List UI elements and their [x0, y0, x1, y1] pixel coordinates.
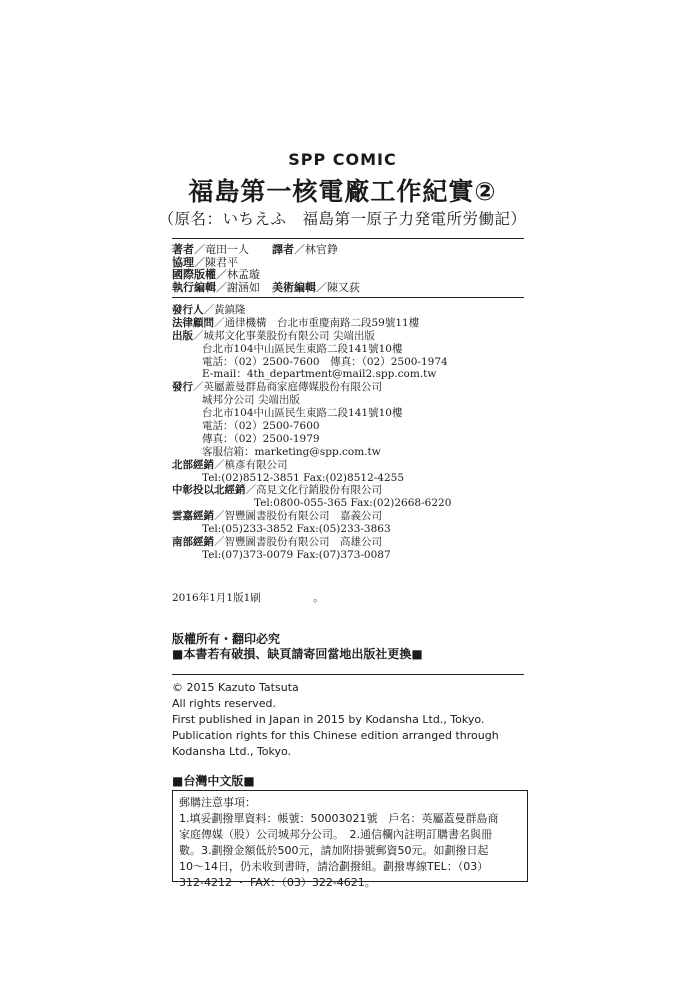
- publisher-row: [172, 381, 532, 394]
- publisher-value: ／智豐圖書股份有限公司 高雄公司: [214, 536, 382, 549]
- publisher-value: Tel:(07)373-0079 Fax:(07)373-0087: [202, 548, 391, 561]
- publisher-value: 電話：（02）2500-7600 傳真：（02）2500-1974: [202, 355, 448, 368]
- mail-order-heading: 郵購注意事項：: [179, 796, 256, 809]
- edition-line: 2016年1月1版1刷 。: [172, 592, 324, 604]
- publisher-row: [172, 407, 532, 420]
- copyright-line: All rights reserved.: [172, 697, 277, 710]
- credit-row: [172, 282, 524, 295]
- publisher-label: 法律顧問: [172, 316, 214, 329]
- publisher-row: [172, 446, 532, 459]
- publisher-value: E-mail：4th_department@mail2.spp.com.tw: [202, 368, 437, 381]
- mail-order-box: [172, 790, 528, 889]
- publisher-row: [172, 484, 532, 497]
- divider-middle: [172, 297, 524, 298]
- publisher-row: [172, 472, 532, 485]
- divider-copyright: [172, 674, 524, 675]
- publisher-row: [172, 459, 532, 472]
- credit-label: 國際版權: [172, 268, 216, 281]
- rights-block: [172, 632, 423, 662]
- publisher-row: [172, 356, 532, 369]
- credit-label: 協理: [172, 255, 194, 269]
- publisher-value: ／通律機構 台北市重慶南路二段59號11樓: [214, 316, 420, 329]
- publisher-row: [172, 368, 532, 381]
- publisher-value: ／高見文化行銷股份有限公司: [245, 484, 382, 497]
- divider-top: [172, 238, 524, 239]
- publisher-value: 客服信箱：marketing@spp.com.tw: [202, 445, 381, 458]
- credit-label: 著者: [172, 243, 194, 256]
- publisher-value: 電話：（02）2500-7600: [202, 420, 320, 433]
- publisher-row: [172, 394, 532, 407]
- publisher-row: [172, 510, 532, 523]
- publisher-value: ／城邦文化事業股份有限公司 尖端出版: [193, 329, 375, 342]
- publisher-row: [172, 343, 532, 356]
- credit-value: ／陳又荻: [316, 280, 360, 294]
- publisher-row: [172, 523, 532, 536]
- publisher-value: ／黃鎮隆: [203, 304, 246, 316]
- publisher-value: 傳真：（02）2500-1979: [202, 432, 320, 445]
- publisher-value: Tel:(05)233-3852 Fax:(05)233-3863: [202, 523, 391, 536]
- publisher-label: 發行: [172, 381, 193, 394]
- credit-value: ／竜田一人: [194, 243, 249, 256]
- publisher-block: [172, 304, 532, 562]
- copyright-line: First published in Japan in 2015 by Kodansha Ltd., Tokyo.: [172, 713, 485, 726]
- copyright-block: [172, 680, 499, 760]
- publisher-row: [172, 497, 532, 510]
- credit-value: ／謝涵如: [216, 280, 260, 294]
- publisher-row: [172, 549, 532, 562]
- credit-label: 執行編輯: [172, 280, 216, 294]
- mail-order-line: 數。3.劃撥金額低於500元，請加附掛號郵資50元。如劃撥日起: [179, 844, 489, 857]
- publisher-value: 城邦分公司 尖端出版: [202, 394, 300, 407]
- credit-label: 美術編輯: [272, 280, 316, 294]
- rights-reserved: 版權所有・翻印必究: [172, 632, 281, 646]
- series-name: SPP COMIC: [288, 150, 397, 169]
- copyright-line: Publication rights for this Chinese edition arranged through: [172, 729, 499, 742]
- publisher-row: [172, 433, 532, 446]
- publisher-value: 台北市104中山區民生東路二段141號10樓: [202, 407, 403, 420]
- publisher-label: 北部經銷: [172, 458, 214, 471]
- publisher-row: [172, 420, 532, 433]
- publisher-row: [172, 304, 532, 317]
- publisher-value: ／智豐圖書股份有限公司 嘉義公司: [214, 510, 382, 523]
- mail-order-line: 1.填妥劃撥單資料：帳號：50003021號 戶名：英屬蓋曼群島商: [179, 812, 499, 825]
- copyright-line: © 2015 Kazuto Tatsuta: [172, 681, 299, 694]
- publisher-label: 中彰投以北經銷: [172, 484, 246, 497]
- mail-order-line: 家庭傳媒（股）公司城邦分公司。 2.通信欄內註明訂購書名與冊: [179, 828, 492, 841]
- publisher-value: ／英屬蓋曼群島商家庭傳媒股份有限公司: [193, 381, 382, 394]
- publisher-label: 南部經銷: [172, 536, 214, 549]
- mail-order-line: 10～14日，仍未收到書時，請洽劃撥組。劃撥專線TEL：（03）: [179, 860, 489, 873]
- publisher-label: 雲嘉經銷: [172, 510, 214, 523]
- taiwan-edition-label: ■台灣中文版■: [172, 774, 255, 788]
- publisher-label: 出版: [172, 329, 193, 342]
- credits-block: [172, 244, 524, 294]
- replacement-notice: ■本書若有破損、缺頁請寄回當地出版社更換■: [172, 647, 423, 661]
- mail-order-line: 312-4212 ・ FAX：（03）322-4621。: [179, 876, 376, 889]
- book-title: 福島第一核電廠工作紀實②: [188, 177, 497, 206]
- publisher-value: 台北市104中山區民生東路二段141號10樓: [202, 342, 403, 355]
- credit-value: ／陳君平: [194, 255, 238, 269]
- credit-value: ／林官錚: [294, 243, 338, 256]
- credit-value: ／林孟璇: [216, 268, 260, 281]
- publisher-value: Tel:0800-055-365 Fax:(02)2668-6220: [254, 497, 452, 510]
- publisher-label: 發行人: [172, 304, 204, 316]
- publisher-value: Tel:(02)8512-3851 Fax:(02)8512-4255: [202, 471, 405, 484]
- copyright-line: Kodansha Ltd., Tokyo.: [172, 745, 292, 758]
- publisher-value: ／槙彥有限公司: [214, 458, 288, 471]
- credit-label: 譯者: [272, 243, 294, 256]
- publisher-row: [172, 317, 532, 330]
- publisher-row: [172, 330, 532, 343]
- publisher-row: [172, 536, 532, 549]
- original-title: （原名：いちえふ 福島第一原子力発電所労働記）: [158, 210, 527, 228]
